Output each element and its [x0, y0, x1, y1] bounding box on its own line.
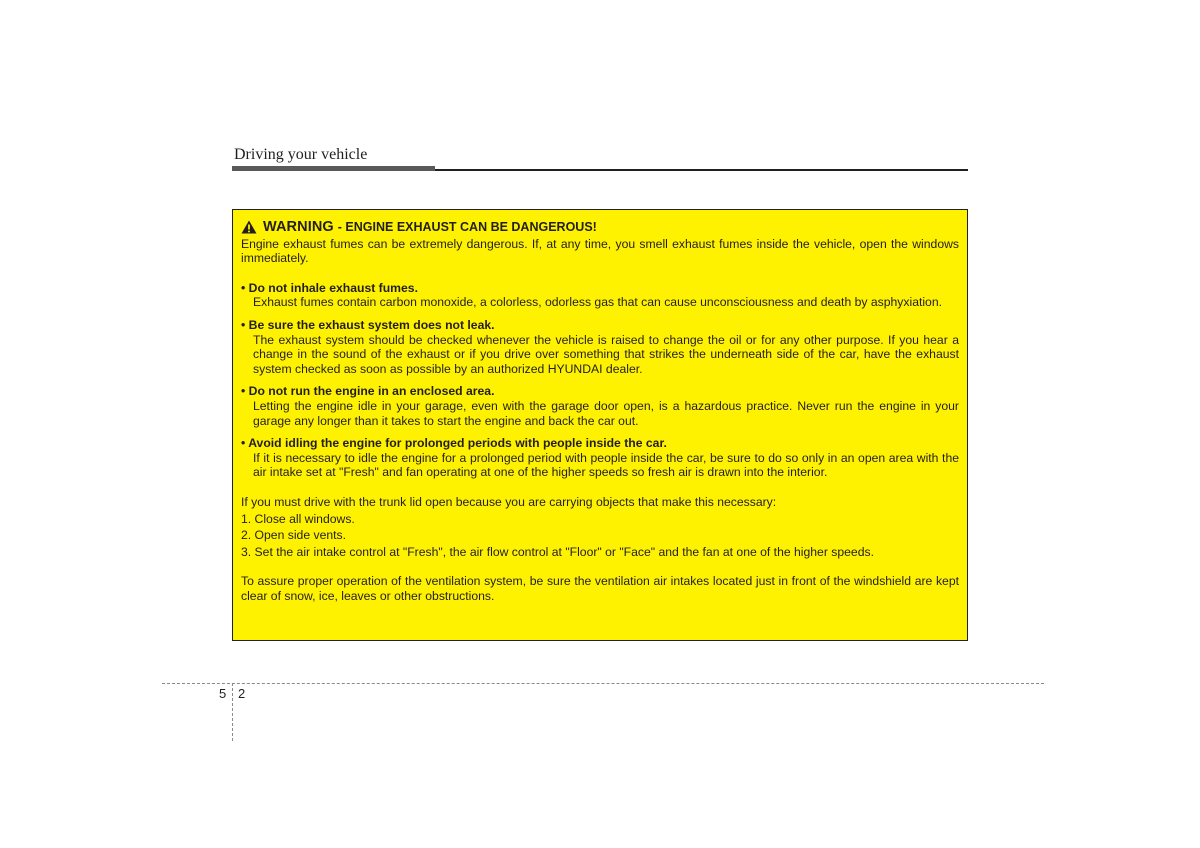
bullet-item [241, 436, 959, 480]
bullet-title: • Do not inhale exhaust fumes. [241, 280, 418, 295]
page-number: 2 [238, 686, 246, 701]
trunk-intro: If you must drive with the trunk lid open because you are carrying objects that make this necessary: [241, 494, 777, 509]
header-rule-thick [232, 166, 435, 171]
bullet-body: If it is necessary to idle the engine for a prolonged period with people inside the car, be sure to do so only in an open area with the air intake set at "Fresh" and fan operating at one of the higher speeds so fresh air is drawn into the interior. [253, 450, 959, 480]
header-rule-thin [435, 169, 968, 171]
warning-header [241, 220, 959, 235]
chapter-number: 5 [219, 686, 227, 701]
bullet-title: • Be sure the exhaust system does not leak. [241, 317, 495, 332]
step-item: 1. Close all windows. [241, 511, 355, 526]
closing-note: To assure proper operation of the ventilation system, be sure the ventilation air intakes located just in front of the windshield are kept clear of snow, ice, leaves or other obstructions. [241, 574, 959, 603]
bullet-item [241, 384, 959, 428]
bullet-title: • Do not run the engine in an enclosed area. [241, 384, 495, 399]
bullet-title: • Avoid idling the engine for prolonged periods with people inside the car. [241, 436, 667, 451]
footer-vertical-dashed-rule [232, 683, 233, 741]
warning-triangle-icon [241, 220, 257, 234]
bullet-item [241, 318, 959, 376]
section-title: Driving your vehicle [234, 146, 368, 163]
warning-label: WARNING [263, 219, 334, 235]
step-item: 2. Open side vents. [241, 528, 347, 543]
bullet-body: The exhaust system should be checked whenever the vehicle is raised to change the oil or for any other purpose. If you hear a change in the sound of the exhaust or if you drive over something that strikes the underneath side of the car, have the exhaust system checked as soon as possible by an authorized HYUNDAI dealer. [253, 332, 959, 376]
bullet-item [241, 281, 959, 310]
warning-title: - ENGINE EXHAUST CAN BE DANGEROUS! [337, 220, 597, 234]
bullet-body: Exhaust fumes contain carbon monoxide, a colorless, odorless gas that can cause unconsciousness and death by asphyxiation. [253, 295, 943, 310]
warning-box [232, 209, 968, 641]
warning-intro: Engine exhaust fumes can be extremely dangerous. If, at any time, you smell exhaust fumes inside the vehicle, open the windows immediately. [241, 236, 959, 266]
footer-dashed-rule [162, 683, 1044, 684]
step-item: 3. Set the air intake control at "Fresh", the air flow control at "Floor" or "Face" and the fan at one of the higher speeds. [241, 544, 874, 559]
bullet-body: Letting the engine idle in your garage, even with the garage door open, is a hazardous practice. Never run the engine in your garage any longer than it takes to start the engine and back the car out. [253, 398, 959, 428]
